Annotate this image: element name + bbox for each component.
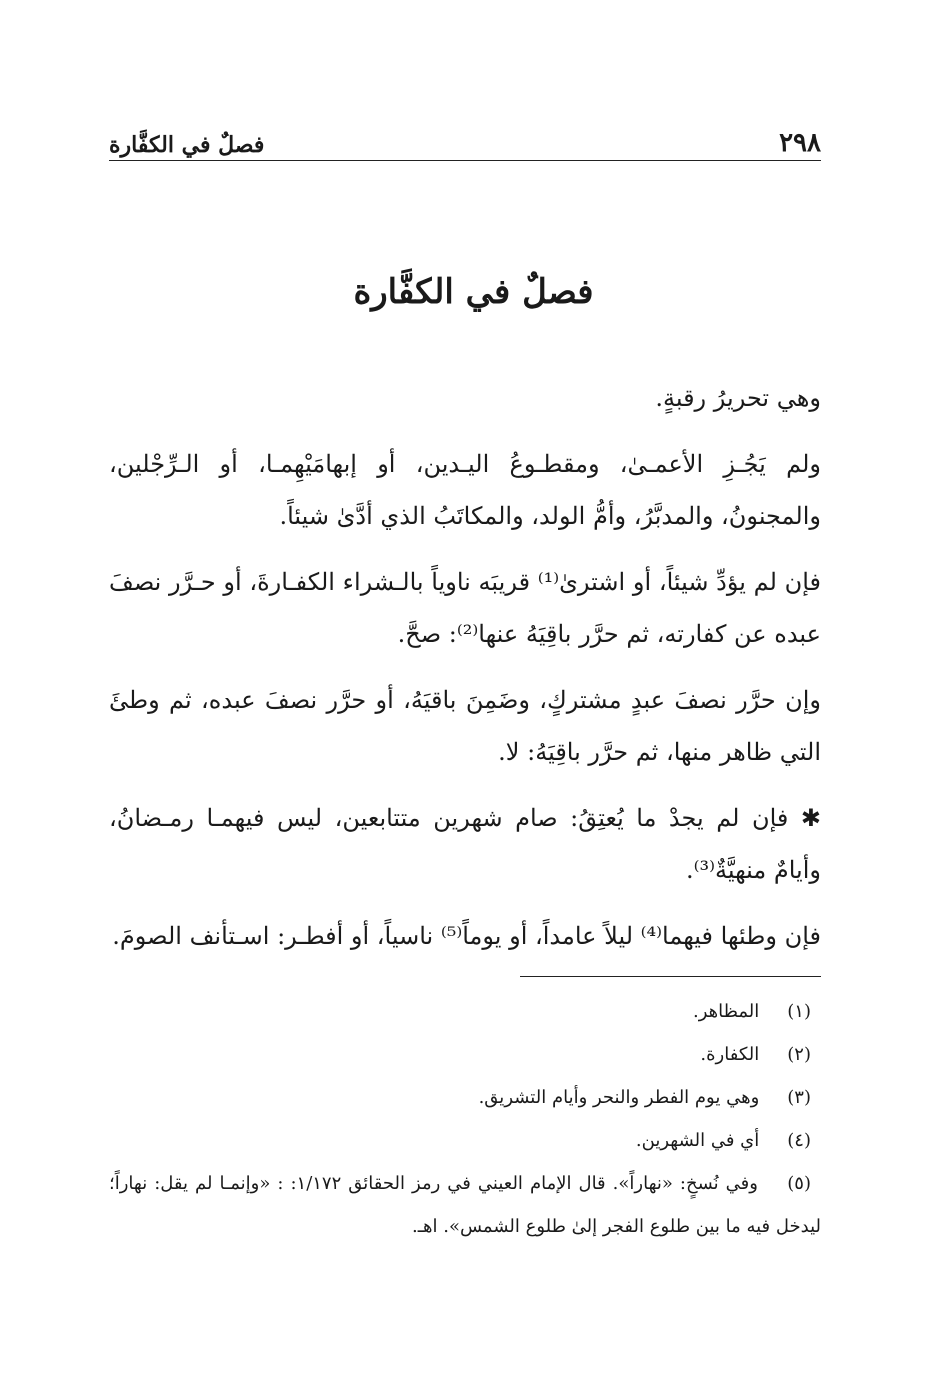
paragraph-2: ولم يَجُـزِ الأعمـىٰ، ومقطـوعُ اليـدين، أو إبهامَيْهِمـا، أو الـرِّجْلين، والمجنونُ، والمدبَّرُ، وأمُّ الولد، والمكاتَبُ الذي أدَّىٰ شيئاً. (109, 450, 821, 530)
footnote-text: الكفارة. (700, 1044, 760, 1065)
footnote-number: (١) (787, 1001, 811, 1022)
footnote-1 (109, 990, 821, 1033)
footnote-number: (٤) (787, 1130, 811, 1151)
paragraph-5: ✱ فإن لم يجدْ ما يُعتِقُ: صام شهرين متتابعين، ليس فيهمـا رمـضانُ، وأيامٌ منهيَّةٌ⁽³⁾. (109, 792, 821, 896)
footnote-separator (520, 976, 821, 977)
footnote-number: (٥) (787, 1173, 811, 1194)
footnote-2 (109, 1033, 821, 1076)
footnote-number: (٢) (787, 1044, 811, 1065)
footnote-4 (109, 1119, 821, 1162)
body-text (109, 372, 821, 976)
footnote-text: وفي نُسخٍ: «نهاراً». قال الإمام العيني في رمز الحقائق ١/١٧٢: : «وإنمـا لم يقل: نهاراً؛ ليدخل فيه ما بين طلوع الفجر إلىٰ طلوع الشمس». اهـ. (109, 1173, 821, 1237)
footnote-text: أي في الشهرين. (635, 1130, 760, 1151)
paragraph-4: وإن حرَّر نصفَ عبدٍ مشتركٍ، وضَمِنَ باقيَهُ، أو حرَّر نصفَ عبده، ثم وطئَ التي ظاهر منها، ثم حرَّر باقِيَهُ: لا. (109, 686, 821, 766)
running-title: فصلٌ في الكفَّارة (109, 132, 265, 158)
chapter-title: فصلٌ في الكفَّارة (353, 272, 594, 312)
paragraph-6: فإن وطئها فيهما⁽⁴⁾ ليلاً عامداً، أو يوماً⁽⁵⁾ ناسياً، أو أفطـر: اسـتأنف الصومَ. (112, 922, 821, 950)
footnote-text: وهي يوم الفطر والنحر وأيام التشريق. (478, 1087, 760, 1108)
paragraph-1: وهي تحريرُ رقبةٍ. (655, 384, 821, 412)
running-header (109, 118, 821, 161)
footnotes (109, 990, 821, 1248)
page-number: ٢٩٨ (779, 128, 821, 158)
footnote-text: المظاهر. (692, 1001, 760, 1022)
footnote-number: (٣) (787, 1087, 811, 1108)
footnote-3 (109, 1076, 821, 1119)
footnote-5 (109, 1162, 821, 1248)
paragraph-3: فإن لم يؤدِّ شيئاً، أو اشترىٰ⁽¹⁾ قريبَه ناوياً بالـشراء الكفـارةَ، أو حـرَّر نصفَ عبده عن كفارته، ثم حرَّر باقِيَهُ عنها⁽²⁾: صحَّ. (109, 568, 821, 648)
